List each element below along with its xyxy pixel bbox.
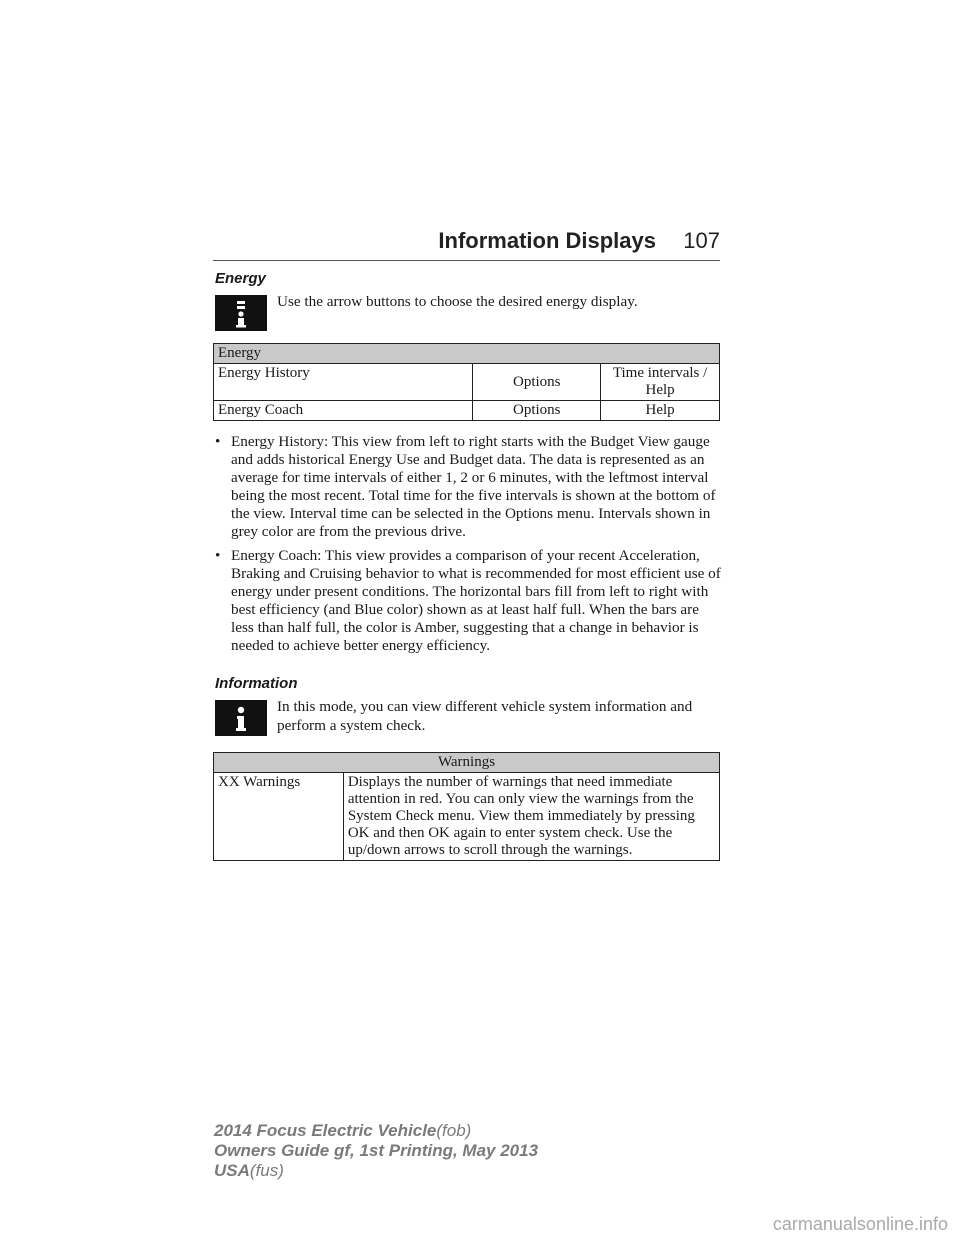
warnings-table	[213, 752, 720, 861]
page-header	[213, 228, 720, 261]
table-header-row	[214, 344, 720, 364]
table-cell	[601, 364, 720, 401]
table-header-row	[214, 753, 720, 773]
energy-intro: Use the arrow buttons to choose the desired energy display.	[277, 293, 638, 310]
information-intro: In this mode, you can view different vehicle system information and perform a system check.	[277, 698, 693, 734]
watermark: carmanualsonline.info	[772, 1214, 948, 1234]
footer-vehicle: 2014 Focus Electric Vehicle	[214, 1121, 437, 1140]
info-icon	[215, 295, 267, 331]
cell-line: Help	[645, 382, 675, 398]
cell-line: Time intervals /	[612, 365, 708, 381]
information-heading: Information	[215, 675, 298, 692]
footer-market: USA	[214, 1161, 250, 1180]
table-cell: Options	[473, 401, 601, 421]
energy-bullet-list	[213, 433, 723, 661]
footer-line	[214, 1121, 538, 1141]
page-title: Information Displays	[438, 228, 656, 253]
energy-heading: Energy	[215, 270, 266, 287]
table-cell: Options	[473, 364, 601, 401]
footer-printing: Owners Guide gf, 1st Printing, May 2013	[214, 1141, 539, 1160]
energy-table	[213, 343, 720, 421]
table-cell: Energy History	[214, 364, 473, 401]
energy-table-header: Energy	[214, 344, 720, 364]
page-number: 107	[683, 228, 720, 253]
warnings-table-header: Warnings	[214, 753, 720, 773]
list-item: • Energy History: This view from left to right starts with the Budget View gauge and adds historical Energy Use and Budget data. The data is represented as an average for time intervals of either 1, 2 or 6 minutes, with the leftmost interval being the most recent. Total time for the five intervals is shown at the bottom of the view. Interval time can be selected in the Options menu. Intervals shown in grey color are from the previous drive.	[213, 433, 723, 541]
table-cell: Displays the number of warnings that need immediate attention in red. You can only view the warnings from the System Check menu. View them immediately by pressing OK and then OK again to enter system check. Use the up/down arrows to scroll through the warnings.	[343, 773, 719, 861]
footer-line	[214, 1161, 538, 1181]
footer-line	[214, 1141, 538, 1161]
table-cell: XX Warnings	[214, 773, 344, 861]
info-icon	[215, 700, 267, 736]
list-item: • Energy Coach: This view provides a comparison of your recent Acceleration, Braking and Cruising behavior to what is recommended for most efficient use of energy under present conditions. The horizontal bars fill from left to right with best efficiency (and Blue color) shown as at least half full. When the bars are less than half full, the color is Amber, suggesting that a change in behavior is needed to achieve better energy efficiency.	[213, 547, 723, 655]
footer-code: (fus)	[249, 1161, 284, 1180]
table-row	[214, 364, 720, 401]
table-cell: Energy Coach	[214, 401, 473, 421]
footer-code: (fob)	[436, 1121, 472, 1140]
document-footer	[214, 1121, 538, 1181]
table-cell: Help	[601, 401, 720, 421]
table-row	[214, 401, 720, 421]
table-row	[214, 773, 720, 861]
